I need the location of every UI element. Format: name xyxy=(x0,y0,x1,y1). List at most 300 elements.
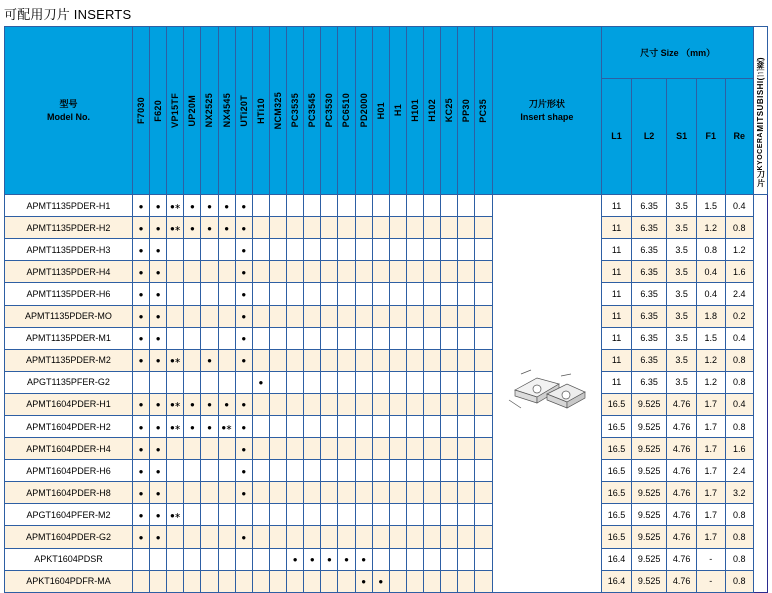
table-row[interactable] xyxy=(5,371,768,393)
cell-grade-empty xyxy=(269,460,286,482)
cell-grade-mark xyxy=(132,526,149,548)
cell-grade-empty xyxy=(372,548,389,570)
cell-model: APMT1135PDER-H4 xyxy=(5,261,133,283)
cell-grade-mark xyxy=(338,548,355,570)
cell-dim-re: 1.2 xyxy=(725,239,754,261)
cell-dim-f1: 0.8 xyxy=(696,239,725,261)
cell-grade-empty xyxy=(372,371,389,393)
cell-dim-l2: 9.525 xyxy=(631,570,666,592)
cell-grade-empty xyxy=(441,283,458,305)
cell-model: APKT1604PDFR-MA xyxy=(5,570,133,592)
cell-grade-empty xyxy=(338,460,355,482)
cell-grade-empty xyxy=(218,327,235,349)
header-grade-18 xyxy=(441,27,458,195)
cell-grade-empty xyxy=(269,261,286,283)
cell-grade-empty xyxy=(167,327,184,349)
cell-dim-l1: 11 xyxy=(602,239,632,261)
cell-grade-empty xyxy=(424,438,441,460)
cell-grade-mark xyxy=(132,504,149,526)
cell-model: APMT1135PDER-M2 xyxy=(5,349,133,371)
cell-grade-empty xyxy=(287,239,304,261)
cell-dim-re: 0.8 xyxy=(725,349,754,371)
table-row[interactable] xyxy=(5,349,768,371)
cell-dim-l2: 9.525 xyxy=(631,482,666,504)
header-insert-shape xyxy=(492,27,602,195)
cell-grade-empty xyxy=(201,327,218,349)
cell-grade-empty xyxy=(475,283,492,305)
table-row[interactable] xyxy=(5,526,768,548)
cell-grade-empty xyxy=(406,349,423,371)
cell-grade-empty xyxy=(372,416,389,438)
grade-label: HTi10 xyxy=(255,97,266,124)
cell-grade-empty xyxy=(184,482,201,504)
cell-grade-empty xyxy=(287,526,304,548)
cell-grade-mark xyxy=(167,217,184,239)
cell-grade-empty xyxy=(321,261,338,283)
cell-grade-mark xyxy=(321,548,338,570)
cell-grade-empty xyxy=(406,305,423,327)
table-row[interactable] xyxy=(5,416,768,438)
cell-grade-empty xyxy=(424,548,441,570)
cell-dim-l1: 16.4 xyxy=(602,570,632,592)
cell-grade-empty xyxy=(252,482,269,504)
cell-grade-mark xyxy=(132,460,149,482)
cell-grade-empty xyxy=(475,371,492,393)
cell-grade-empty xyxy=(321,460,338,482)
page-title: 可配用刀片 INSERTS xyxy=(4,7,132,22)
cell-grade-empty xyxy=(201,283,218,305)
cell-grade-empty xyxy=(218,239,235,261)
cell-grade-empty xyxy=(441,548,458,570)
cell-grade-mark xyxy=(235,261,252,283)
cell-grade-empty xyxy=(355,526,372,548)
cell-grade-empty xyxy=(269,239,286,261)
cell-grade-empty xyxy=(406,504,423,526)
table-row[interactable] xyxy=(5,570,768,592)
cell-grade-empty xyxy=(304,239,321,261)
cell-model: APMT1604PDER-H6 xyxy=(5,460,133,482)
table-row[interactable] xyxy=(5,393,768,415)
cell-grade-empty xyxy=(184,504,201,526)
cell-grade-empty xyxy=(201,548,218,570)
cell-grade-empty xyxy=(304,217,321,239)
header-size-group: 尺寸 Size （mm） xyxy=(602,27,754,79)
cell-grade-mark xyxy=(132,416,149,438)
cell-grade-empty xyxy=(475,504,492,526)
cell-model: APMT1135PDER-M1 xyxy=(5,327,133,349)
cell-grade-mark xyxy=(184,416,201,438)
cell-grade-empty xyxy=(321,349,338,371)
cell-grade-empty xyxy=(355,371,372,393)
grade-label: KC25 xyxy=(444,98,455,123)
cell-grade-empty xyxy=(406,460,423,482)
cell-dim-f1: 1.8 xyxy=(696,305,725,327)
cell-dim-f1: 1.7 xyxy=(696,460,725,482)
cell-dim-l1: 16.5 xyxy=(602,460,632,482)
cell-grade-empty xyxy=(355,195,372,217)
header-grade-7 xyxy=(252,27,269,195)
inserts-table-body xyxy=(5,195,768,593)
cell-grade-mark xyxy=(201,416,218,438)
header-shape-cn: 刀片形状 xyxy=(528,99,565,110)
cell-grade-empty xyxy=(218,526,235,548)
cell-dim-l1: 11 xyxy=(602,283,632,305)
grade-label: PP30 xyxy=(461,98,472,123)
header-grade-9 xyxy=(287,27,304,195)
cell-dim-l1: 16.5 xyxy=(602,393,632,415)
cell-grade-mark xyxy=(235,327,252,349)
cell-grade-mark xyxy=(201,217,218,239)
cell-model: APMT1604PDER-H8 xyxy=(5,482,133,504)
cell-model: APMT1604PDER-H2 xyxy=(5,416,133,438)
cell-grade-empty xyxy=(287,217,304,239)
cell-grade-mark xyxy=(184,393,201,415)
header-grade-14 xyxy=(372,27,389,195)
cell-dim-l2: 6.35 xyxy=(631,327,666,349)
cell-grade-empty xyxy=(389,349,406,371)
cell-grade-empty xyxy=(441,305,458,327)
cell-dim-f1: 1.2 xyxy=(696,371,725,393)
cell-grade-empty xyxy=(389,217,406,239)
cell-grade-empty xyxy=(287,482,304,504)
cell-grade-mark xyxy=(201,349,218,371)
cell-model: APGT1135PFER-G2 xyxy=(5,371,133,393)
cell-dim-l2: 9.525 xyxy=(631,460,666,482)
grade-label: PC6510 xyxy=(341,93,352,128)
cell-grade-mark xyxy=(150,460,167,482)
cell-grade-mark xyxy=(150,526,167,548)
grade-label: H01 xyxy=(375,101,386,120)
cell-grade-mark xyxy=(235,416,252,438)
cell-grade-empty xyxy=(372,349,389,371)
cell-grade-empty xyxy=(252,283,269,305)
cell-dim-re: 0.8 xyxy=(725,548,754,570)
cell-grade-empty xyxy=(458,217,475,239)
cell-grade-mark xyxy=(235,239,252,261)
cell-grade-empty xyxy=(475,327,492,349)
cell-grade-empty xyxy=(424,195,441,217)
cell-grade-empty xyxy=(458,416,475,438)
cell-grade-empty xyxy=(338,349,355,371)
cell-grade-empty xyxy=(355,217,372,239)
cell-grade-empty xyxy=(458,393,475,415)
cell-grade-empty xyxy=(372,526,389,548)
cell-grade-mark xyxy=(235,305,252,327)
cell-grade-empty xyxy=(475,239,492,261)
cell-dim-re: 0.4 xyxy=(725,195,754,217)
cell-grade-empty xyxy=(218,548,235,570)
header-grade-8 xyxy=(269,27,286,195)
cell-grade-empty xyxy=(389,526,406,548)
insert-shape-illustration xyxy=(492,195,602,593)
grade-label: F7030 xyxy=(135,97,146,125)
cell-grade-empty xyxy=(218,305,235,327)
cell-dim-f1: 1.7 xyxy=(696,526,725,548)
cell-grade-empty xyxy=(475,195,492,217)
table-row[interactable] xyxy=(5,460,768,482)
cell-grade-empty xyxy=(389,416,406,438)
cell-grade-empty xyxy=(304,526,321,548)
cell-grade-mark xyxy=(132,283,149,305)
grade-label: PD2000 xyxy=(358,93,369,128)
cell-grade-empty xyxy=(338,195,355,217)
cell-dim-f1: 1.5 xyxy=(696,327,725,349)
side-insert-label: 刀片 xyxy=(756,170,766,189)
cell-dim-f1: 1.7 xyxy=(696,416,725,438)
cell-dim-l2: 9.525 xyxy=(631,548,666,570)
header-grade-4 xyxy=(201,27,218,195)
cell-dim-re: 0.4 xyxy=(725,393,754,415)
cell-grade-empty xyxy=(201,482,218,504)
cell-grade-empty xyxy=(355,239,372,261)
cell-dim-s1: 3.5 xyxy=(667,261,697,283)
cell-grade-empty xyxy=(475,526,492,548)
cell-grade-empty xyxy=(355,438,372,460)
cell-dim-f1: 1.5 xyxy=(696,195,725,217)
cell-grade-empty xyxy=(389,261,406,283)
cell-dim-l1: 11 xyxy=(602,371,632,393)
cell-dim-f1: 1.2 xyxy=(696,349,725,371)
cell-grade-empty xyxy=(372,438,389,460)
cell-grade-empty xyxy=(389,504,406,526)
table-row[interactable] xyxy=(5,217,768,239)
header-grade-16 xyxy=(406,27,423,195)
cell-grade-mark xyxy=(167,393,184,415)
cell-grade-empty xyxy=(424,526,441,548)
header-model-en: Model No. xyxy=(46,111,90,122)
cell-grade-empty xyxy=(475,349,492,371)
cell-grade-empty xyxy=(458,305,475,327)
cell-grade-mark xyxy=(218,195,235,217)
cell-grade-empty xyxy=(475,261,492,283)
table-row[interactable] xyxy=(5,239,768,261)
cell-grade-mark xyxy=(132,195,149,217)
cell-grade-empty xyxy=(218,261,235,283)
cell-dim-s1: 4.76 xyxy=(667,504,697,526)
cell-grade-empty xyxy=(406,548,423,570)
cell-dim-l1: 16.5 xyxy=(602,526,632,548)
cell-dim-f1: - xyxy=(696,548,725,570)
header-grade-10 xyxy=(304,27,321,195)
table-row[interactable] xyxy=(5,305,768,327)
cell-grade-mark xyxy=(132,393,149,415)
cell-model: APMT1135PDER-MO xyxy=(5,305,133,327)
cell-grade-empty xyxy=(458,195,475,217)
table-row[interactable] xyxy=(5,438,768,460)
cell-grade-empty xyxy=(355,393,372,415)
cell-grade-empty xyxy=(441,349,458,371)
cell-grade-empty xyxy=(269,349,286,371)
table-row[interactable] xyxy=(5,504,768,526)
cell-grade-empty xyxy=(184,548,201,570)
grade-label: NX4545 xyxy=(221,93,232,128)
cell-dim-l1: 16.5 xyxy=(602,504,632,526)
cell-dim-re: 0.2 xyxy=(725,305,754,327)
cell-grade-empty xyxy=(424,482,441,504)
cell-dim-re: 0.8 xyxy=(725,570,754,592)
cell-grade-empty xyxy=(201,460,218,482)
cell-grade-empty xyxy=(389,327,406,349)
cell-grade-empty xyxy=(304,261,321,283)
cell-grade-empty xyxy=(184,371,201,393)
cell-grade-empty xyxy=(287,438,304,460)
cell-grade-empty xyxy=(167,239,184,261)
cell-grade-empty xyxy=(304,283,321,305)
header-grade-3 xyxy=(184,27,201,195)
header-grade-13 xyxy=(355,27,372,195)
cell-grade-empty xyxy=(355,283,372,305)
cell-grade-mark xyxy=(235,195,252,217)
cell-grade-empty xyxy=(372,239,389,261)
grade-label: PC35 xyxy=(478,98,489,123)
table-row[interactable] xyxy=(5,482,768,504)
table-row[interactable] xyxy=(5,283,768,305)
cell-grade-empty xyxy=(252,460,269,482)
cell-grade-empty xyxy=(458,526,475,548)
table-row[interactable] xyxy=(5,195,768,217)
cell-dim-f1: 1.7 xyxy=(696,482,725,504)
cell-grade-mark xyxy=(150,217,167,239)
cell-grade-empty xyxy=(355,327,372,349)
cell-grade-empty xyxy=(424,327,441,349)
cell-dim-s1: 4.76 xyxy=(667,438,697,460)
cell-grade-empty xyxy=(372,305,389,327)
cell-grade-empty xyxy=(269,570,286,592)
cell-grade-mark xyxy=(150,261,167,283)
cell-grade-mark xyxy=(235,482,252,504)
cell-grade-empty xyxy=(269,305,286,327)
cell-grade-empty xyxy=(424,393,441,415)
cell-grade-empty xyxy=(338,393,355,415)
cell-grade-empty xyxy=(441,371,458,393)
cell-grade-empty xyxy=(372,261,389,283)
cell-grade-empty xyxy=(389,371,406,393)
cell-grade-mark xyxy=(355,570,372,592)
cell-grade-empty xyxy=(338,261,355,283)
cell-grade-empty xyxy=(475,548,492,570)
header-dim-l1: L1 xyxy=(602,78,632,195)
cell-grade-empty xyxy=(132,570,149,592)
cell-grade-empty xyxy=(458,327,475,349)
cell-grade-empty xyxy=(252,327,269,349)
header-grade-1 xyxy=(150,27,167,195)
cell-grade-empty xyxy=(201,239,218,261)
cell-grade-empty xyxy=(167,460,184,482)
cell-grade-empty xyxy=(338,371,355,393)
cell-dim-l2: 6.35 xyxy=(631,217,666,239)
cell-dim-s1: 3.5 xyxy=(667,305,697,327)
header-grade-5 xyxy=(218,27,235,195)
cell-grade-empty xyxy=(252,504,269,526)
cell-dim-s1: 3.5 xyxy=(667,349,697,371)
side-label-column xyxy=(754,27,768,195)
cell-grade-empty xyxy=(441,570,458,592)
cell-grade-empty xyxy=(389,283,406,305)
cell-grade-empty xyxy=(406,482,423,504)
cell-dim-re: 0.8 xyxy=(725,526,754,548)
cell-grade-mark xyxy=(150,349,167,371)
cell-grade-empty xyxy=(132,548,149,570)
cell-grade-empty xyxy=(458,460,475,482)
cell-grade-empty xyxy=(304,305,321,327)
cell-grade-empty xyxy=(201,526,218,548)
cell-grade-empty xyxy=(287,261,304,283)
cell-grade-empty xyxy=(338,416,355,438)
cell-grade-empty xyxy=(355,482,372,504)
table-row[interactable] xyxy=(5,261,768,283)
cell-grade-mark xyxy=(150,305,167,327)
cell-grade-empty xyxy=(389,460,406,482)
cell-grade-empty xyxy=(458,283,475,305)
cell-grade-empty xyxy=(304,349,321,371)
table-row[interactable] xyxy=(5,548,768,570)
cell-dim-l2: 6.35 xyxy=(631,195,666,217)
cell-dim-l1: 16.4 xyxy=(602,548,632,570)
cell-dim-l2: 9.525 xyxy=(631,393,666,415)
cell-grade-empty xyxy=(372,195,389,217)
cell-grade-empty xyxy=(321,438,338,460)
cell-grade-empty xyxy=(184,526,201,548)
cell-grade-empty xyxy=(372,460,389,482)
cell-grade-mark xyxy=(132,239,149,261)
cell-grade-empty xyxy=(406,393,423,415)
cell-grade-empty xyxy=(389,239,406,261)
cell-grade-empty xyxy=(338,438,355,460)
cell-dim-l1: 11 xyxy=(602,217,632,239)
cell-grade-empty xyxy=(269,504,286,526)
cell-grade-empty xyxy=(269,327,286,349)
cell-grade-mark xyxy=(287,548,304,570)
cell-grade-empty xyxy=(424,570,441,592)
cell-grade-empty xyxy=(167,526,184,548)
cell-grade-empty xyxy=(406,239,423,261)
cell-dim-l1: 11 xyxy=(602,305,632,327)
cell-grade-empty xyxy=(389,482,406,504)
cell-grade-empty xyxy=(441,438,458,460)
cell-grade-empty xyxy=(235,548,252,570)
cell-grade-mark xyxy=(355,548,372,570)
cell-grade-empty xyxy=(269,217,286,239)
cell-grade-empty xyxy=(252,349,269,371)
cell-grade-empty xyxy=(372,217,389,239)
side-kyocera-label: KYOCERA xyxy=(757,131,765,171)
cell-dim-re: 0.8 xyxy=(725,416,754,438)
cell-grade-mark xyxy=(150,283,167,305)
cell-dim-f1: 0.4 xyxy=(696,261,725,283)
cell-model: APMT1135PDER-H2 xyxy=(5,217,133,239)
cell-grade-empty xyxy=(184,570,201,592)
cell-grade-empty xyxy=(406,371,423,393)
cell-grade-empty xyxy=(167,305,184,327)
cell-grade-empty xyxy=(150,570,167,592)
cell-grade-mark xyxy=(201,393,218,415)
cell-dim-l1: 16.5 xyxy=(602,416,632,438)
cell-grade-empty xyxy=(424,371,441,393)
grade-label: VP15TF xyxy=(170,93,181,128)
cell-grade-empty xyxy=(406,283,423,305)
cell-grade-empty xyxy=(184,349,201,371)
cell-grade-mark xyxy=(235,349,252,371)
cell-grade-empty xyxy=(252,548,269,570)
cell-dim-l1: 16.5 xyxy=(602,482,632,504)
cell-grade-empty xyxy=(269,416,286,438)
cell-grade-empty xyxy=(389,570,406,592)
cell-grade-empty xyxy=(424,460,441,482)
cell-grade-empty xyxy=(304,393,321,415)
table-row[interactable] xyxy=(5,327,768,349)
cell-dim-re: 0.8 xyxy=(725,371,754,393)
cell-grade-empty xyxy=(389,393,406,415)
